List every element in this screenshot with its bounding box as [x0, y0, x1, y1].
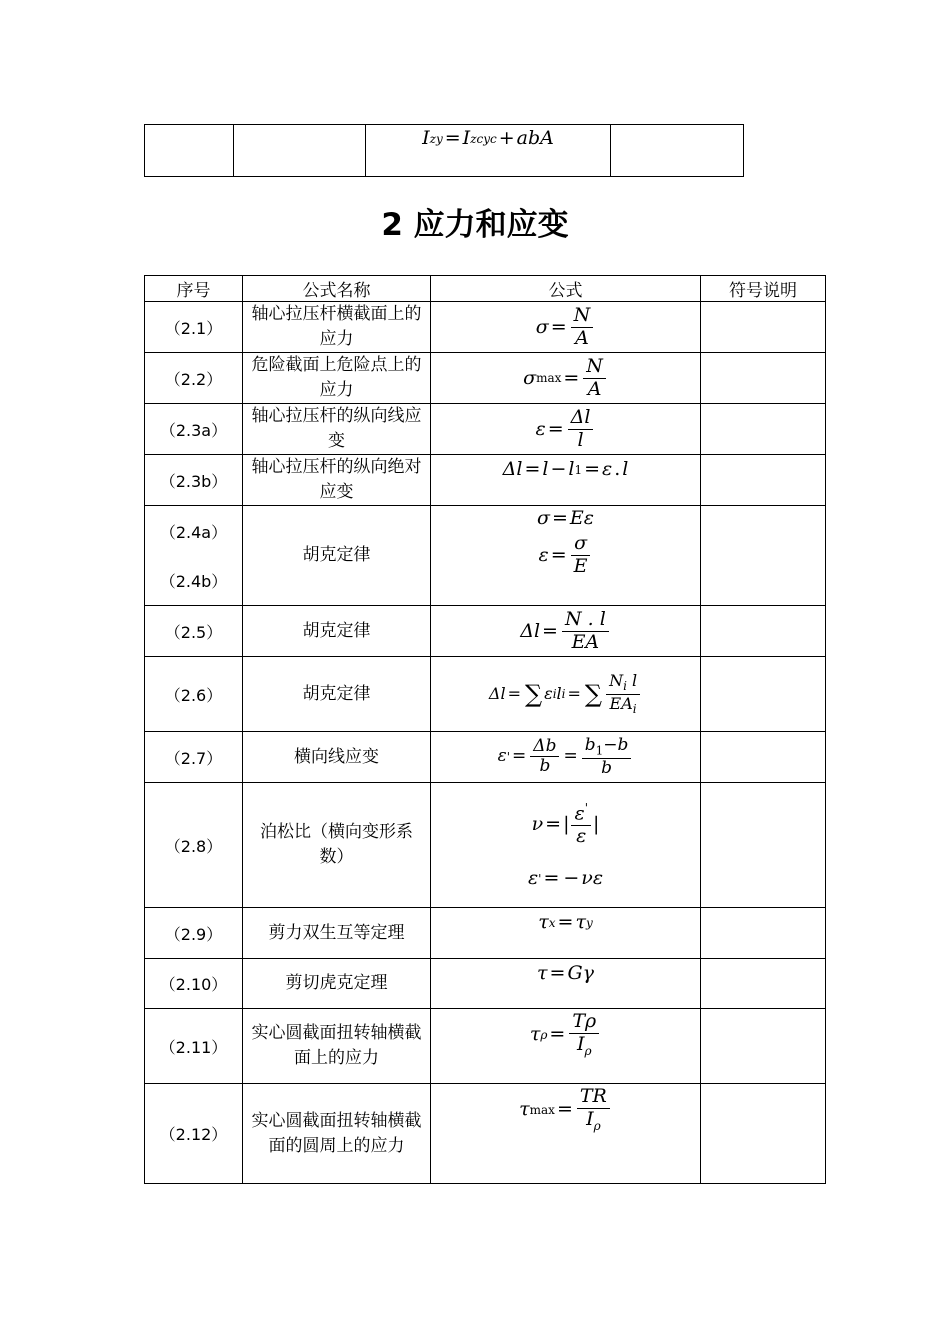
row-notes	[701, 506, 826, 606]
row-notes	[701, 1084, 826, 1184]
row-name: 轴心拉压杆横截面上的应力	[243, 302, 431, 353]
previous-table-tail	[144, 124, 744, 177]
row-formula: ε = $\frac{\Delta l}{l}$	[431, 404, 701, 455]
header-notes: 符号说明	[701, 276, 826, 302]
row-number-b: （2.4b）	[159, 571, 228, 591]
row-number: （2.7）	[145, 732, 243, 783]
row-notes	[701, 606, 826, 657]
row-name: 轴心拉压杆的纵向绝对应变	[243, 455, 431, 506]
row-number: （2.1）	[145, 302, 243, 353]
table-row	[145, 1084, 826, 1184]
row-number-a: （2.4a）	[159, 522, 228, 542]
row-name: 胡克定律	[243, 506, 431, 606]
row-formula: σ = Eε ε = $\frac{\sigma}{E}$	[431, 506, 701, 606]
row-number: （2.10）	[145, 959, 243, 1009]
table-row	[145, 732, 826, 783]
row-formula: σ = $\frac{N}{A}$	[431, 302, 701, 353]
row-formula: τ ρ = $\frac{T\rho}{I_\rho}$	[431, 1009, 701, 1084]
row-number: （2.8）	[145, 783, 243, 908]
row-notes	[701, 783, 826, 908]
table-row	[145, 959, 826, 1009]
row-name: 实心圆截面扭转轴横截面上的应力	[243, 1009, 431, 1084]
table-cell	[234, 125, 366, 177]
header-number: 序号	[145, 276, 243, 302]
row-notes	[701, 404, 826, 455]
formula-table	[144, 275, 826, 1184]
row-formula: ε ' = $\frac{\Delta b}{b}$ = $\frac{b_1-b}{b}$	[431, 732, 701, 783]
table-row	[145, 302, 826, 353]
row-notes	[701, 657, 826, 732]
row-name: 泊松比（横向变形系数）	[243, 783, 431, 908]
row-formula: ν = | $\frac{\varepsilon'}{\varepsilon}$ | ε ' = − νε	[431, 783, 701, 908]
table-row	[145, 353, 826, 404]
header-name: 公式名称	[243, 276, 431, 302]
row-notes	[701, 959, 826, 1009]
row-formula: Δl = ∑ ε i l i = ∑ $\frac{N_i l}{EA_i}$	[431, 657, 701, 732]
row-number	[145, 506, 243, 606]
table-row	[145, 404, 826, 455]
row-name: 剪力双生互等定理	[243, 908, 431, 959]
table-cell	[611, 125, 744, 177]
row-notes	[701, 1009, 826, 1084]
row-number: （2.9）	[145, 908, 243, 959]
row-number: （2.12）	[145, 1084, 243, 1184]
table-row	[145, 908, 826, 959]
formula-cell	[366, 125, 611, 177]
row-name: 剪切虎克定理	[243, 959, 431, 1009]
table-row	[145, 455, 826, 506]
row-formula: Δl = l − l 1 = ε . l	[431, 455, 701, 506]
row-number: （2.2）	[145, 353, 243, 404]
table-row	[145, 606, 826, 657]
row-formula: τ x = τ y	[431, 908, 701, 959]
row-formula: τ = Gγ	[431, 959, 701, 1009]
row-number: （2.6）	[145, 657, 243, 732]
row-formula: Δl = $\frac{N . l}{EA}$	[431, 606, 701, 657]
row-notes	[701, 908, 826, 959]
table-row	[145, 783, 826, 908]
table-row	[145, 125, 744, 177]
row-name: 胡克定律	[243, 606, 431, 657]
row-notes	[701, 302, 826, 353]
row-name: 胡克定律	[243, 657, 431, 732]
row-name: 横向线应变	[243, 732, 431, 783]
row-notes	[701, 353, 826, 404]
row-name: 实心圆截面扭转轴横截面的圆周上的应力	[243, 1084, 431, 1184]
table-row	[145, 657, 826, 732]
table-cell	[145, 125, 234, 177]
row-name: 危险截面上危险点上的应力	[243, 353, 431, 404]
table-row	[145, 1009, 826, 1084]
row-number: （2.11）	[145, 1009, 243, 1084]
section-title: 2 应力和应变	[381, 207, 569, 243]
table-row	[145, 506, 826, 606]
row-name: 轴心拉压杆的纵向线应变	[243, 404, 431, 455]
row-number: （2.3b）	[145, 455, 243, 506]
row-formula: σ max = $\frac{N}{A}$	[431, 353, 701, 404]
parallel-axis-formula: I zy = I zcyc + abA	[422, 127, 554, 149]
table-header-row	[145, 276, 826, 302]
header-formula: 公式	[431, 276, 701, 302]
row-notes	[701, 455, 826, 506]
row-number: （2.5）	[145, 606, 243, 657]
row-formula: τ max = $\frac{TR}{I_\rho}$	[431, 1084, 701, 1184]
row-notes	[701, 732, 826, 783]
row-number: （2.3a）	[145, 404, 243, 455]
